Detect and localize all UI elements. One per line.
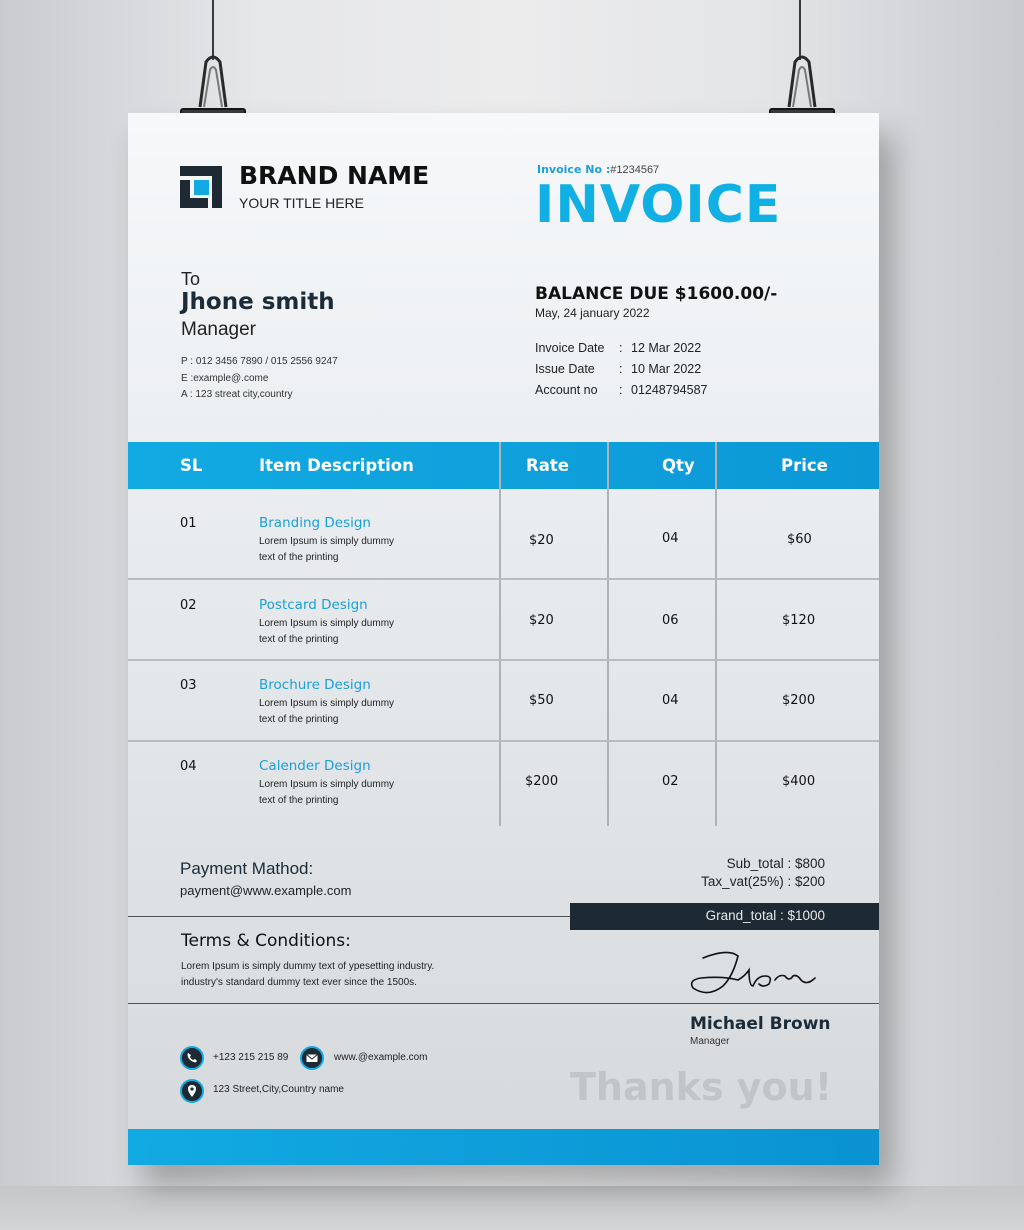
row-sl: 02 (180, 598, 197, 613)
mail-icon (300, 1046, 324, 1070)
row-rate: $20 (529, 613, 554, 628)
header-description: Item Description (259, 456, 414, 475)
bottom-accent-bar (128, 1129, 879, 1165)
table-column-divider (607, 442, 609, 826)
table-row-divider (128, 578, 879, 580)
detail-colon: : (619, 362, 623, 376)
row-qty: 04 (662, 531, 679, 546)
invoice-date-label: Invoice Date (535, 341, 605, 355)
invoice-paper (128, 113, 879, 1165)
brand-name: BRAND NAME (239, 161, 430, 190)
account-no-label: Account no (535, 383, 598, 397)
balance-due: BALANCE DUE $1600.00/- (535, 284, 778, 304)
invoice-title: INVOICE (535, 175, 782, 235)
payment-method-title: Payment Mathod: (180, 859, 314, 878)
signatory-name: Michael Brown (690, 1014, 831, 1034)
invoice-number-value: #1234567 (610, 164, 660, 176)
to-label: To (181, 269, 201, 289)
footer-phone: +123 215 215 89 (213, 1052, 289, 1063)
terms-line-1: Lorem Ipsum is simply dummy text of ypesetting industry. (181, 961, 435, 972)
floor (0, 1186, 1024, 1230)
row-price: $400 (782, 774, 816, 789)
footer-web: www.@example.com (334, 1052, 428, 1063)
invoice-date-value: 12 Mar 2022 (631, 341, 702, 355)
grand-total: Grand_total : $1000 (705, 908, 825, 923)
section-divider (128, 916, 570, 917)
header-qty: Qty (662, 456, 695, 475)
signature-script (683, 946, 823, 996)
terms-line-2: industry's standard dummy text ever since the 1500s. (181, 977, 417, 988)
client-phone: P : 012 3456 7890 / 015 2556 9247 (181, 356, 338, 367)
signatory-role: Manager (690, 1036, 730, 1047)
phone-icon (180, 1046, 204, 1070)
table-column-divider (715, 442, 717, 826)
hanging-wire-right (799, 0, 801, 60)
client-name: Jhone smith (181, 289, 335, 315)
row-rate: $200 (525, 774, 559, 789)
payment-email: payment@www.example.com (180, 883, 352, 898)
client-address: A : 123 streat city,country (181, 389, 293, 400)
detail-colon: : (619, 341, 623, 355)
balance-date: May, 24 january 2022 (535, 306, 650, 320)
row-item-desc: Lorem Ipsum is simply dummy text of the printing (259, 698, 395, 725)
table-row-divider (128, 740, 879, 742)
header-rate: Rate (526, 456, 569, 475)
row-item-title: Brochure Design (259, 677, 371, 693)
row-price: $60 (787, 532, 812, 547)
client-email: E :example@.come (181, 373, 269, 384)
detail-colon: : (619, 383, 623, 397)
invoice-number-label: Invoice No : (537, 163, 611, 176)
row-price: $120 (782, 613, 816, 628)
table-row-divider (128, 659, 879, 661)
row-item-desc: Lorem Ipsum is simply dummy text of the printing (259, 536, 395, 563)
issue-date-value: 10 Mar 2022 (631, 362, 702, 376)
row-rate: $20 (529, 533, 554, 548)
row-qty: 04 (662, 693, 679, 708)
row-item-desc: Lorem Ipsum is simply dummy text of the printing (259, 618, 395, 645)
row-sl: 01 (180, 516, 197, 531)
hanging-wire-left (212, 0, 214, 60)
brand-logo-icon (180, 166, 222, 208)
row-sl: 04 (180, 759, 197, 774)
location-icon (180, 1079, 204, 1103)
row-item-title: Postcard Design (259, 597, 368, 613)
tax-total: Tax_vat(25%) : $200 (701, 874, 825, 889)
client-role: Manager (181, 319, 256, 340)
grand-total-bar (570, 903, 879, 930)
terms-title: Terms & Conditions: (181, 931, 351, 951)
row-sl: 03 (180, 678, 197, 693)
row-price: $200 (782, 693, 816, 708)
row-item-title: Calender Design (259, 758, 371, 774)
section-divider (128, 1003, 879, 1004)
row-qty: 06 (662, 613, 679, 628)
issue-date-label: Issue Date (535, 362, 595, 376)
table-column-divider (499, 442, 501, 826)
header-sl: SL (180, 456, 203, 475)
sub-total: Sub_total : $800 (726, 856, 825, 871)
account-no-value: 01248794587 (631, 383, 708, 397)
header-price: Price (781, 456, 828, 475)
row-rate: $50 (529, 693, 554, 708)
thanks-text: Thanks you! (570, 1065, 833, 1109)
row-qty: 02 (662, 774, 679, 789)
table-header (128, 442, 879, 489)
footer-address: 123 Street,City,Country name (213, 1084, 344, 1095)
row-item-title: Branding Design (259, 515, 371, 531)
brand-subtitle: YOUR TITLE HERE (239, 195, 364, 211)
row-item-desc: Lorem Ipsum is simply dummy text of the printing (259, 779, 395, 806)
